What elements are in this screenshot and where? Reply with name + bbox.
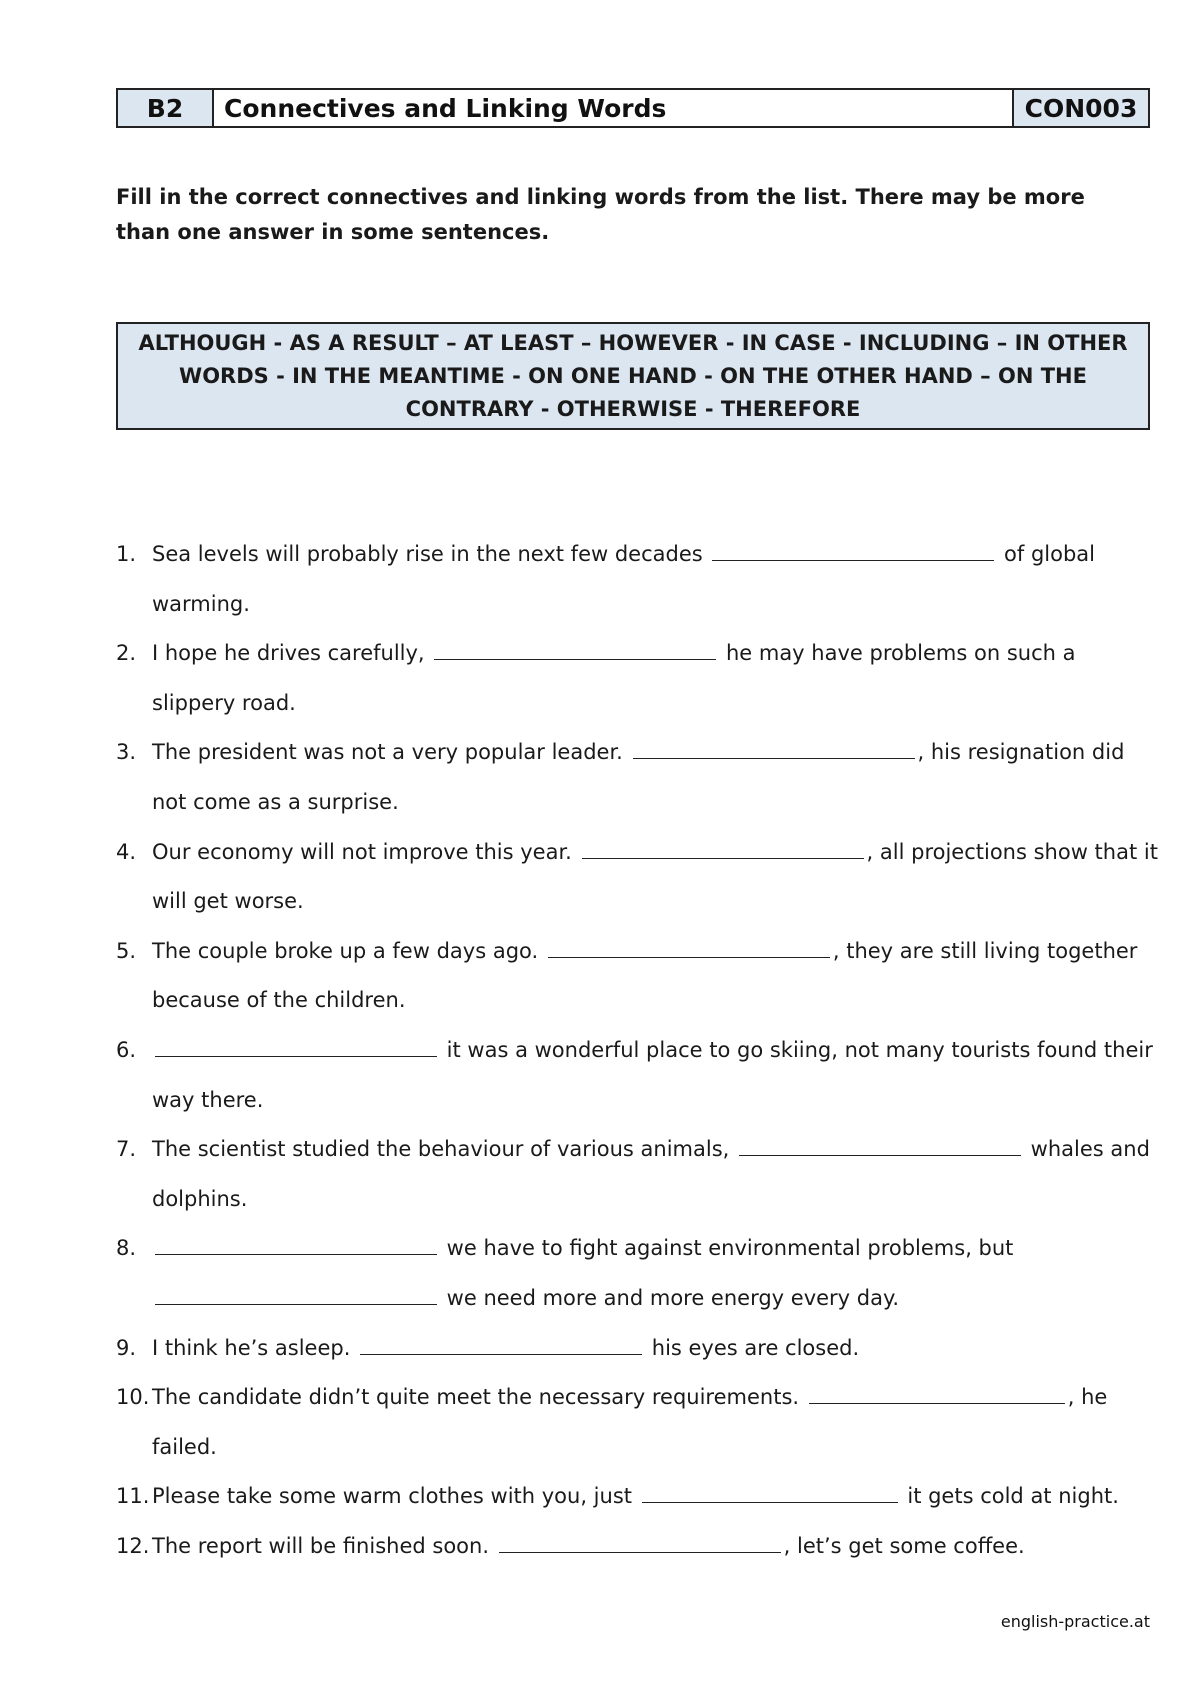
worksheet-code: CON003: [1024, 93, 1138, 123]
answer-blank[interactable]: [582, 857, 864, 859]
question-text: The scientist studied the behaviour of various animals,: [152, 1137, 736, 1162]
question-number: 4.: [116, 839, 137, 864]
question-text: whales and dolphins.: [152, 1137, 1150, 1211]
question-text: The president was not a very popular leader.: [152, 740, 630, 765]
question-text: I think he’s asleep.: [152, 1335, 358, 1360]
question-3: [116, 728, 1162, 827]
answer-blank[interactable]: [712, 559, 994, 561]
question-text: his eyes are closed.: [645, 1335, 860, 1360]
question-number: 3.: [116, 740, 137, 765]
answer-blank[interactable]: [548, 956, 830, 958]
question-number: 8.: [116, 1236, 137, 1261]
question-11: [116, 1472, 1162, 1522]
word-list-box: ALTHOUGH - AS A RESULT – AT LEAST – HOWEVER - IN CASE - INCLUDING – IN OTHER WORDS - IN THE MEANTIME - ON ONE HAND - ON THE OTHER HAND – ON THE CONTRARY - OTHERWISE - THEREFORE: [116, 322, 1150, 430]
level-cell: B2: [118, 90, 214, 126]
answer-blank[interactable]: [434, 658, 716, 660]
answer-blank[interactable]: [360, 1353, 642, 1355]
question-text: we have to fight against environmental problems, but: [440, 1236, 1014, 1261]
question-text: I hope he drives carefully,: [152, 641, 432, 666]
answer-blank[interactable]: [155, 1055, 437, 1057]
answer-blank[interactable]: [809, 1402, 1065, 1404]
worksheet-page: [116, 88, 1158, 1587]
question-text: The report will be finished soon.: [152, 1533, 496, 1558]
question-text: it was a wonderful place to go skiing, not many tourists found their way there.: [152, 1037, 1153, 1112]
question-text: Please take some warm clothes with you, just: [152, 1484, 639, 1509]
question-text: The couple broke up a few days ago.: [152, 938, 545, 963]
question-number: 12.: [116, 1533, 150, 1558]
footer-source: english-practice.at: [1000, 1612, 1150, 1631]
question-list: [116, 530, 1158, 1571]
question-text: The candidate didn’t quite meet the necessary requirements.: [152, 1385, 806, 1410]
answer-blank[interactable]: [642, 1501, 898, 1503]
answer-blank[interactable]: [633, 757, 915, 759]
question-9: [116, 1324, 1162, 1374]
question-number: 6.: [116, 1037, 137, 1062]
question-12: [116, 1522, 1162, 1572]
question-10: [116, 1373, 1162, 1472]
question-number: 2.: [116, 641, 137, 666]
answer-blank[interactable]: [155, 1253, 437, 1255]
question-number: 1.: [116, 542, 137, 566]
question-number: 10.: [116, 1385, 150, 1410]
question-number: 5.: [116, 938, 137, 963]
question-2: [116, 629, 1162, 728]
question-number: 11.: [116, 1484, 150, 1509]
question-text: , his resignation did not come as a surprise.: [152, 740, 1125, 814]
question-8: [116, 1224, 1162, 1323]
question-text: it gets cold at night.: [900, 1484, 1119, 1509]
question-5: [116, 927, 1162, 1026]
question-text: Our economy will not improve this year.: [152, 839, 579, 864]
question-4: [116, 828, 1162, 927]
worksheet-title: Connectives and Linking Words: [214, 90, 1014, 126]
question-number: 9.: [116, 1335, 137, 1360]
question-1: [116, 530, 1162, 629]
question-text: , he failed.: [152, 1385, 1108, 1459]
question-text: , they are still living together because of the children.: [152, 938, 1138, 1013]
question-6: [116, 1026, 1162, 1125]
header-table: [116, 88, 1150, 128]
answer-blank[interactable]: [739, 1154, 1021, 1156]
question-7: [116, 1125, 1162, 1224]
question-text: , all projections show that it will get worse.: [152, 839, 1158, 914]
question-text: of global warming.: [152, 542, 1096, 616]
question-text: Sea levels will probably rise in the next few decades: [152, 542, 710, 566]
question-text: he may have problems on such a slippery road.: [152, 641, 1076, 715]
question-number: 7.: [116, 1137, 137, 1162]
instructions: Fill in the correct connectives and linking words from the list. There may be more than one answer in some sentences.: [116, 185, 1085, 244]
answer-blank[interactable]: [155, 1303, 437, 1305]
answer-blank[interactable]: [499, 1551, 781, 1553]
question-text: , let’s get some coffee.: [783, 1533, 1025, 1558]
question-text: we need more and more energy every day.: [440, 1285, 900, 1310]
